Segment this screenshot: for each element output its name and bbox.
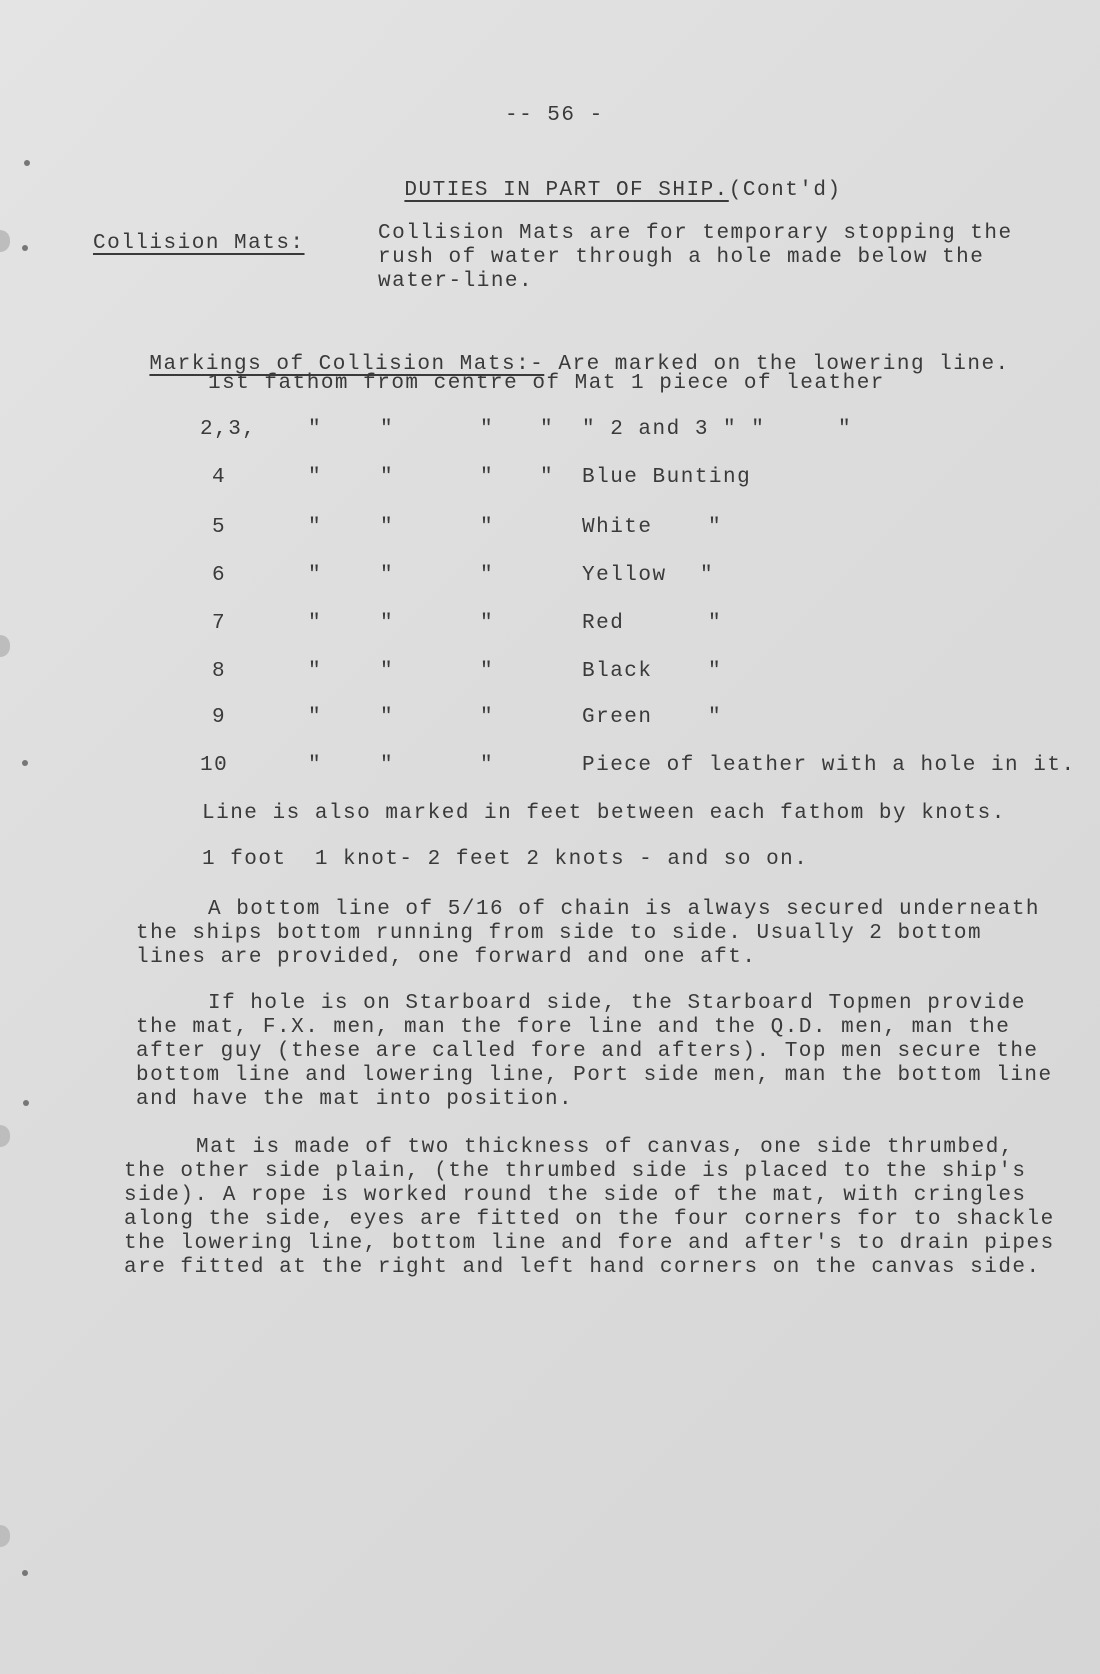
ditto-mark: ": [308, 754, 323, 777]
ditto-mark: ": [380, 516, 395, 539]
margin-dot: [22, 760, 28, 766]
ditto-mark: ": [380, 466, 395, 489]
page-heading: [348, 156, 842, 225]
ditto-mark: ": [708, 612, 723, 635]
collision-label: Collision Mats:: [93, 232, 305, 255]
ditto-mark: ": [480, 754, 495, 777]
marking-fathom: 2,3,: [200, 418, 257, 441]
ditto-mark: ": [480, 564, 495, 587]
marking-fathom: 8: [212, 660, 227, 683]
first-fathom-line: 1st fathom from centre of Mat 1 piece of leather: [208, 372, 885, 395]
marking-fathom: 5: [212, 516, 227, 539]
ditto-mark: ": [380, 612, 395, 635]
ditto-mark: ": [838, 418, 853, 441]
markings-text: Are marked on the lowering line.: [558, 353, 1010, 376]
page-number: -- 56 -: [505, 104, 604, 127]
ditto-mark: ": [700, 564, 715, 587]
markings-label: Markings of Collision Mats:-: [149, 353, 545, 376]
marking-fathom: 10: [200, 754, 229, 777]
heading-suffix: (Cont'd): [728, 179, 842, 202]
marking-fathom: 9: [212, 706, 227, 729]
ditto-mark: ": [480, 418, 495, 441]
marking-item: Piece of leather with a hole in it.: [582, 754, 1076, 777]
ditto-mark: ": [308, 418, 323, 441]
marking-item: Yellow: [582, 564, 667, 587]
ditto-mark: ": [380, 418, 395, 441]
marking-item: Red: [582, 612, 625, 635]
marking-fathom: 6: [212, 564, 227, 587]
ditto-mark: ": [308, 516, 323, 539]
ditto-mark: ": [480, 612, 495, 635]
ditto-mark: ": [380, 706, 395, 729]
marking-item: Blue Bunting: [582, 466, 752, 489]
ditto-mark: ": [308, 564, 323, 587]
ditto-mark: ": [708, 706, 723, 729]
heading-text: DUTIES IN PART OF SHIP.: [404, 179, 729, 202]
margin-dot: [24, 160, 30, 166]
binder-hole: [0, 635, 10, 657]
ditto-mark: ": [380, 660, 395, 683]
ditto-mark: ": [708, 516, 723, 539]
collision-text: Collision Mats are for temporary stopping the rush of water through a hole made below the water-line.: [378, 222, 1013, 293]
marking-fathom: 7: [212, 612, 227, 635]
ditto-mark: ": [308, 706, 323, 729]
paragraph-starboard: If hole is on Starboard side, the Starboard Topmen provide the mat, F.X. men, man the fore line and the Q.D. men, man the after guy (these are called fore and afters). Top men secure the bottom line and lowering line, Port side men, man the bottom line and have the mat into position.: [136, 992, 1053, 1111]
margin-dot: [22, 1570, 28, 1576]
margin-dot: [22, 245, 28, 251]
paragraph-mat-construction: Mat is made of two thickness of canvas, one side thrumbed, the other side plain, (the thrumbed side is placed to the ship's side). A rope is worked round the side of the mat, with cringles along the side, eyes are fitted on the four corners for to shackle the lowering line, bottom line and fore and after's to drain pipes are fitted at the right and left hand corners on the canvas side.: [124, 1136, 1055, 1279]
ditto-mark: ": [708, 660, 723, 683]
marking-item: Green: [582, 706, 653, 729]
ditto-mark: ": [480, 706, 495, 729]
feet-line: Line is also marked in feet between each fathom by knots.: [202, 802, 1006, 825]
binder-hole: [0, 230, 10, 252]
ditto-mark: ": [480, 466, 495, 489]
ditto-mark: ": [308, 612, 323, 635]
binder-hole: [0, 1525, 10, 1547]
ditto-mark: ": [380, 754, 395, 777]
ditto-mark: ": [540, 418, 555, 441]
marking-fathom: 4: [212, 466, 227, 489]
marking-item: " 2 and 3 " ": [582, 418, 766, 441]
marking-item: Black: [582, 660, 653, 683]
ditto-mark: ": [308, 466, 323, 489]
ditto-mark: ": [380, 564, 395, 587]
ditto-mark: ": [540, 466, 555, 489]
paragraph-bottom-line: A bottom line of 5/16 of chain is always secured underneath the ships bottom running from side to side. Usually 2 bottom lines are provided, one forward and one aft.: [136, 898, 1041, 969]
knots-line: 1 foot 1 knot- 2 feet 2 knots - and so on.: [202, 848, 809, 871]
ditto-mark: ": [480, 516, 495, 539]
ditto-mark: ": [480, 660, 495, 683]
binder-hole: [0, 1125, 10, 1147]
ditto-mark: ": [308, 660, 323, 683]
marking-item: White: [582, 516, 653, 539]
margin-dot: [23, 1100, 29, 1106]
